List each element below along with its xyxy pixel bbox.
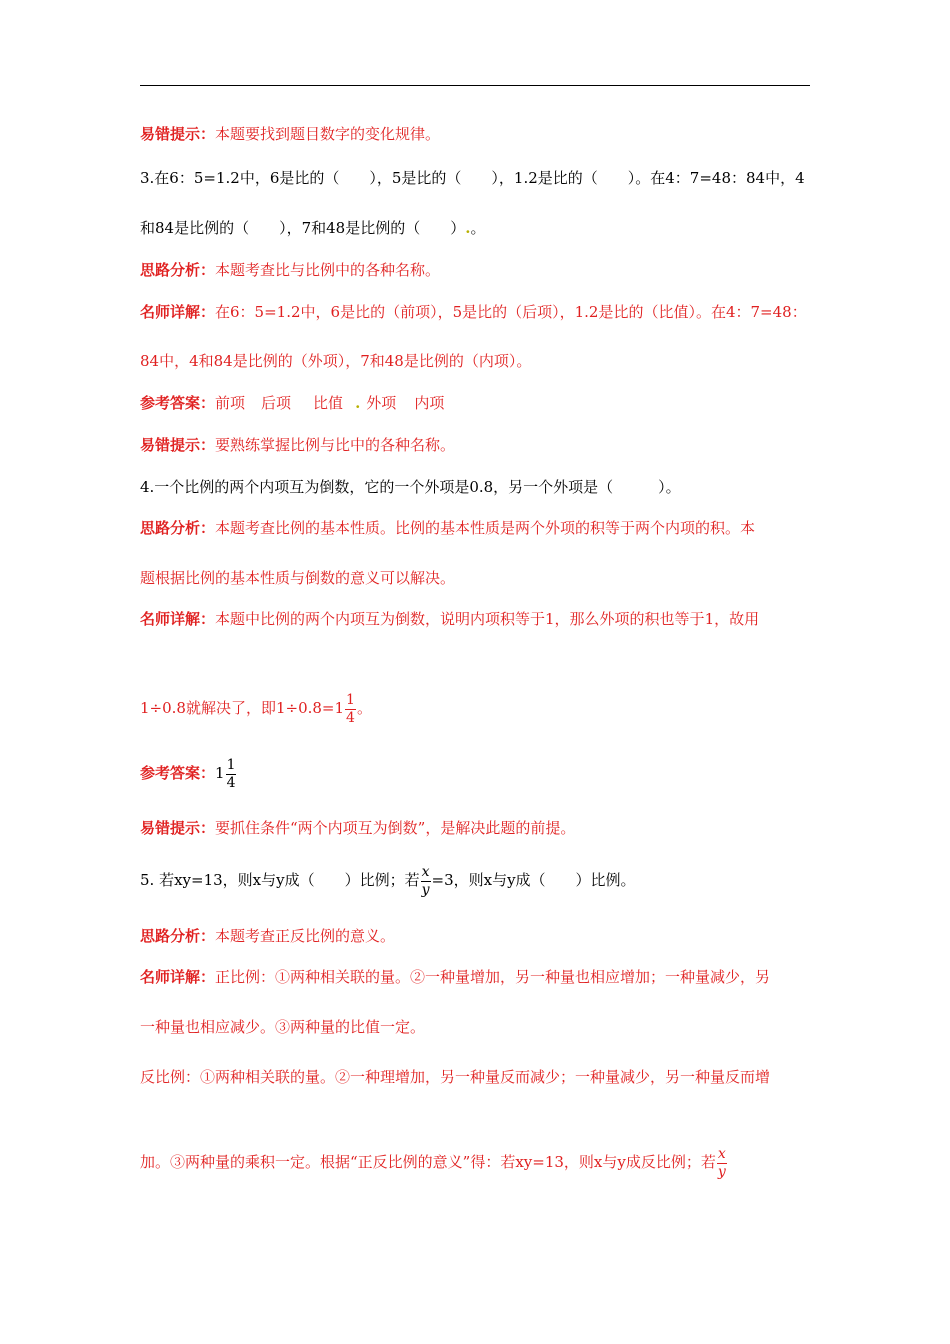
explain-end: 。 <box>356 699 372 717</box>
fraction-denominator: y <box>421 881 430 898</box>
analysis-line-4b: 题根据比例的基本性质与倒数的意义可以解决。 <box>140 569 456 587</box>
analysis-label: 思路分析： <box>140 519 216 537</box>
tip-label: 易错提示： <box>140 436 216 454</box>
explain-text: 加。③两种量的乘积一定。根据“正反比例的意义”得：若xy=13，则x与y成反比例；若 <box>140 1153 716 1171</box>
header-rule <box>140 85 810 86</box>
tip-line-1 <box>140 124 440 144</box>
tip-line-3 <box>140 435 455 455</box>
explain-line-5d <box>140 1144 728 1181</box>
question-3-line-2 <box>140 218 485 238</box>
answer-label: 参考答案： <box>140 764 216 782</box>
question-3-line-1: 3.在6：5=1.2中，6是比的（ ），5是比的（ ），1.2是比的（ ）。在4：7=48：84中，4 <box>140 169 805 187</box>
fraction-denominator: y <box>717 1163 726 1180</box>
fraction-denominator: 4 <box>226 774 236 791</box>
question-3-text: 和84是比例的（ ），7和48是比例的（ ） <box>140 219 466 237</box>
explain-text: 1÷0.8就解决了，即1÷0.8=1 <box>140 699 345 717</box>
answer-line-3 <box>140 393 444 413</box>
fraction-x-over-y <box>421 864 431 899</box>
explain-label: 名师详解： <box>140 610 216 628</box>
olive-dot: . <box>355 394 361 412</box>
answer-item-1: 前项 <box>215 394 246 412</box>
answer-item-3: 比值 <box>313 394 344 412</box>
tip-text: 要抓住条件“两个内项互为倒数”，是解决此题的前提。 <box>215 819 576 837</box>
analysis-text: 本题考查比例的基本性质。比例的基本性质是两个外项的积等于两个内项的积。本 <box>215 519 756 537</box>
fraction-numerator: 1 <box>226 756 236 773</box>
explain-text: 正比例：①两种相关联的量。②一种量增加，另一种量也相应增加；一种量减少，另 <box>215 968 771 986</box>
analysis-label: 思路分析： <box>140 261 216 279</box>
answer-item-2: 后项 <box>261 394 292 412</box>
answer-item-5: 内项 <box>414 394 445 412</box>
tip-line-4 <box>140 818 575 838</box>
analysis-line-5 <box>140 926 395 946</box>
explain-label: 名师详解： <box>140 303 216 321</box>
explain-line-3b: 84中，4和84是比例的（外项），7和48是比例的（内项）。 <box>140 352 532 370</box>
fraction-numerator: x <box>717 1145 726 1162</box>
analysis-label: 思路分析： <box>140 927 216 945</box>
explain-line-5c: 反比例：①两种相关联的量。②一种理增加，另一种量反而减少；一种量减少，另一种量反而增 <box>140 1068 771 1086</box>
explain-line-5b: 一种量也相应减少。③两种量的比值一定。 <box>140 1018 426 1036</box>
explain-text: 本题中比例的两个内项互为倒数，说明内项积等于1，那么外项的积也等于1，故用 <box>215 610 760 628</box>
answer-line-4 <box>140 755 237 792</box>
question-3-end: 。 <box>470 219 486 237</box>
answer-item-4: 外项 <box>366 394 397 412</box>
fraction-one-quarter <box>345 692 356 727</box>
explain-label: 名师详解： <box>140 968 216 986</box>
fraction-numerator: 1 <box>346 691 355 708</box>
answer-label: 参考答案： <box>140 394 216 412</box>
explain-line-4a <box>140 609 759 629</box>
tip-label: 易错提示： <box>140 125 216 143</box>
tip-text: 要熟练掌握比例与比中的各种名称。 <box>215 436 456 454</box>
explain-text: 在6：5=1.2中，6是比的（前项），5是比的（后项），1.2是比的（比值）。在4：7=48： <box>215 303 807 321</box>
fraction-denominator: 4 <box>346 709 355 726</box>
tip-label: 易错提示： <box>140 819 216 837</box>
question-5 <box>140 862 636 899</box>
analysis-line-3 <box>140 260 440 280</box>
explain-line-4b <box>140 690 372 727</box>
analysis-text: 本题考查正反比例的意义。 <box>215 927 396 945</box>
question-4: 4.一个比例的两个内项互为倒数，它的一个外项是0.8，另一个外项是（ ）。 <box>140 478 681 496</box>
tip-text: 本题要找到题目数字的变化规律。 <box>215 125 441 143</box>
analysis-line-4a <box>140 518 755 538</box>
fraction-numerator: x <box>421 863 430 880</box>
answer-whole: 1 <box>215 764 225 782</box>
question-5-text-b: =3，则x与y成（ ）比例。 <box>431 871 636 889</box>
explain-line-3a <box>140 302 807 322</box>
explain-line-5a <box>140 967 770 987</box>
question-5-text-a: 5. 若xy=13，则x与y成（ ）比例；若 <box>140 871 420 889</box>
fraction-x-over-y <box>717 1146 727 1181</box>
olive-dot: . <box>465 219 471 237</box>
fraction-one-quarter <box>226 757 237 792</box>
analysis-text: 本题考查比与比例中的各种名称。 <box>215 261 441 279</box>
